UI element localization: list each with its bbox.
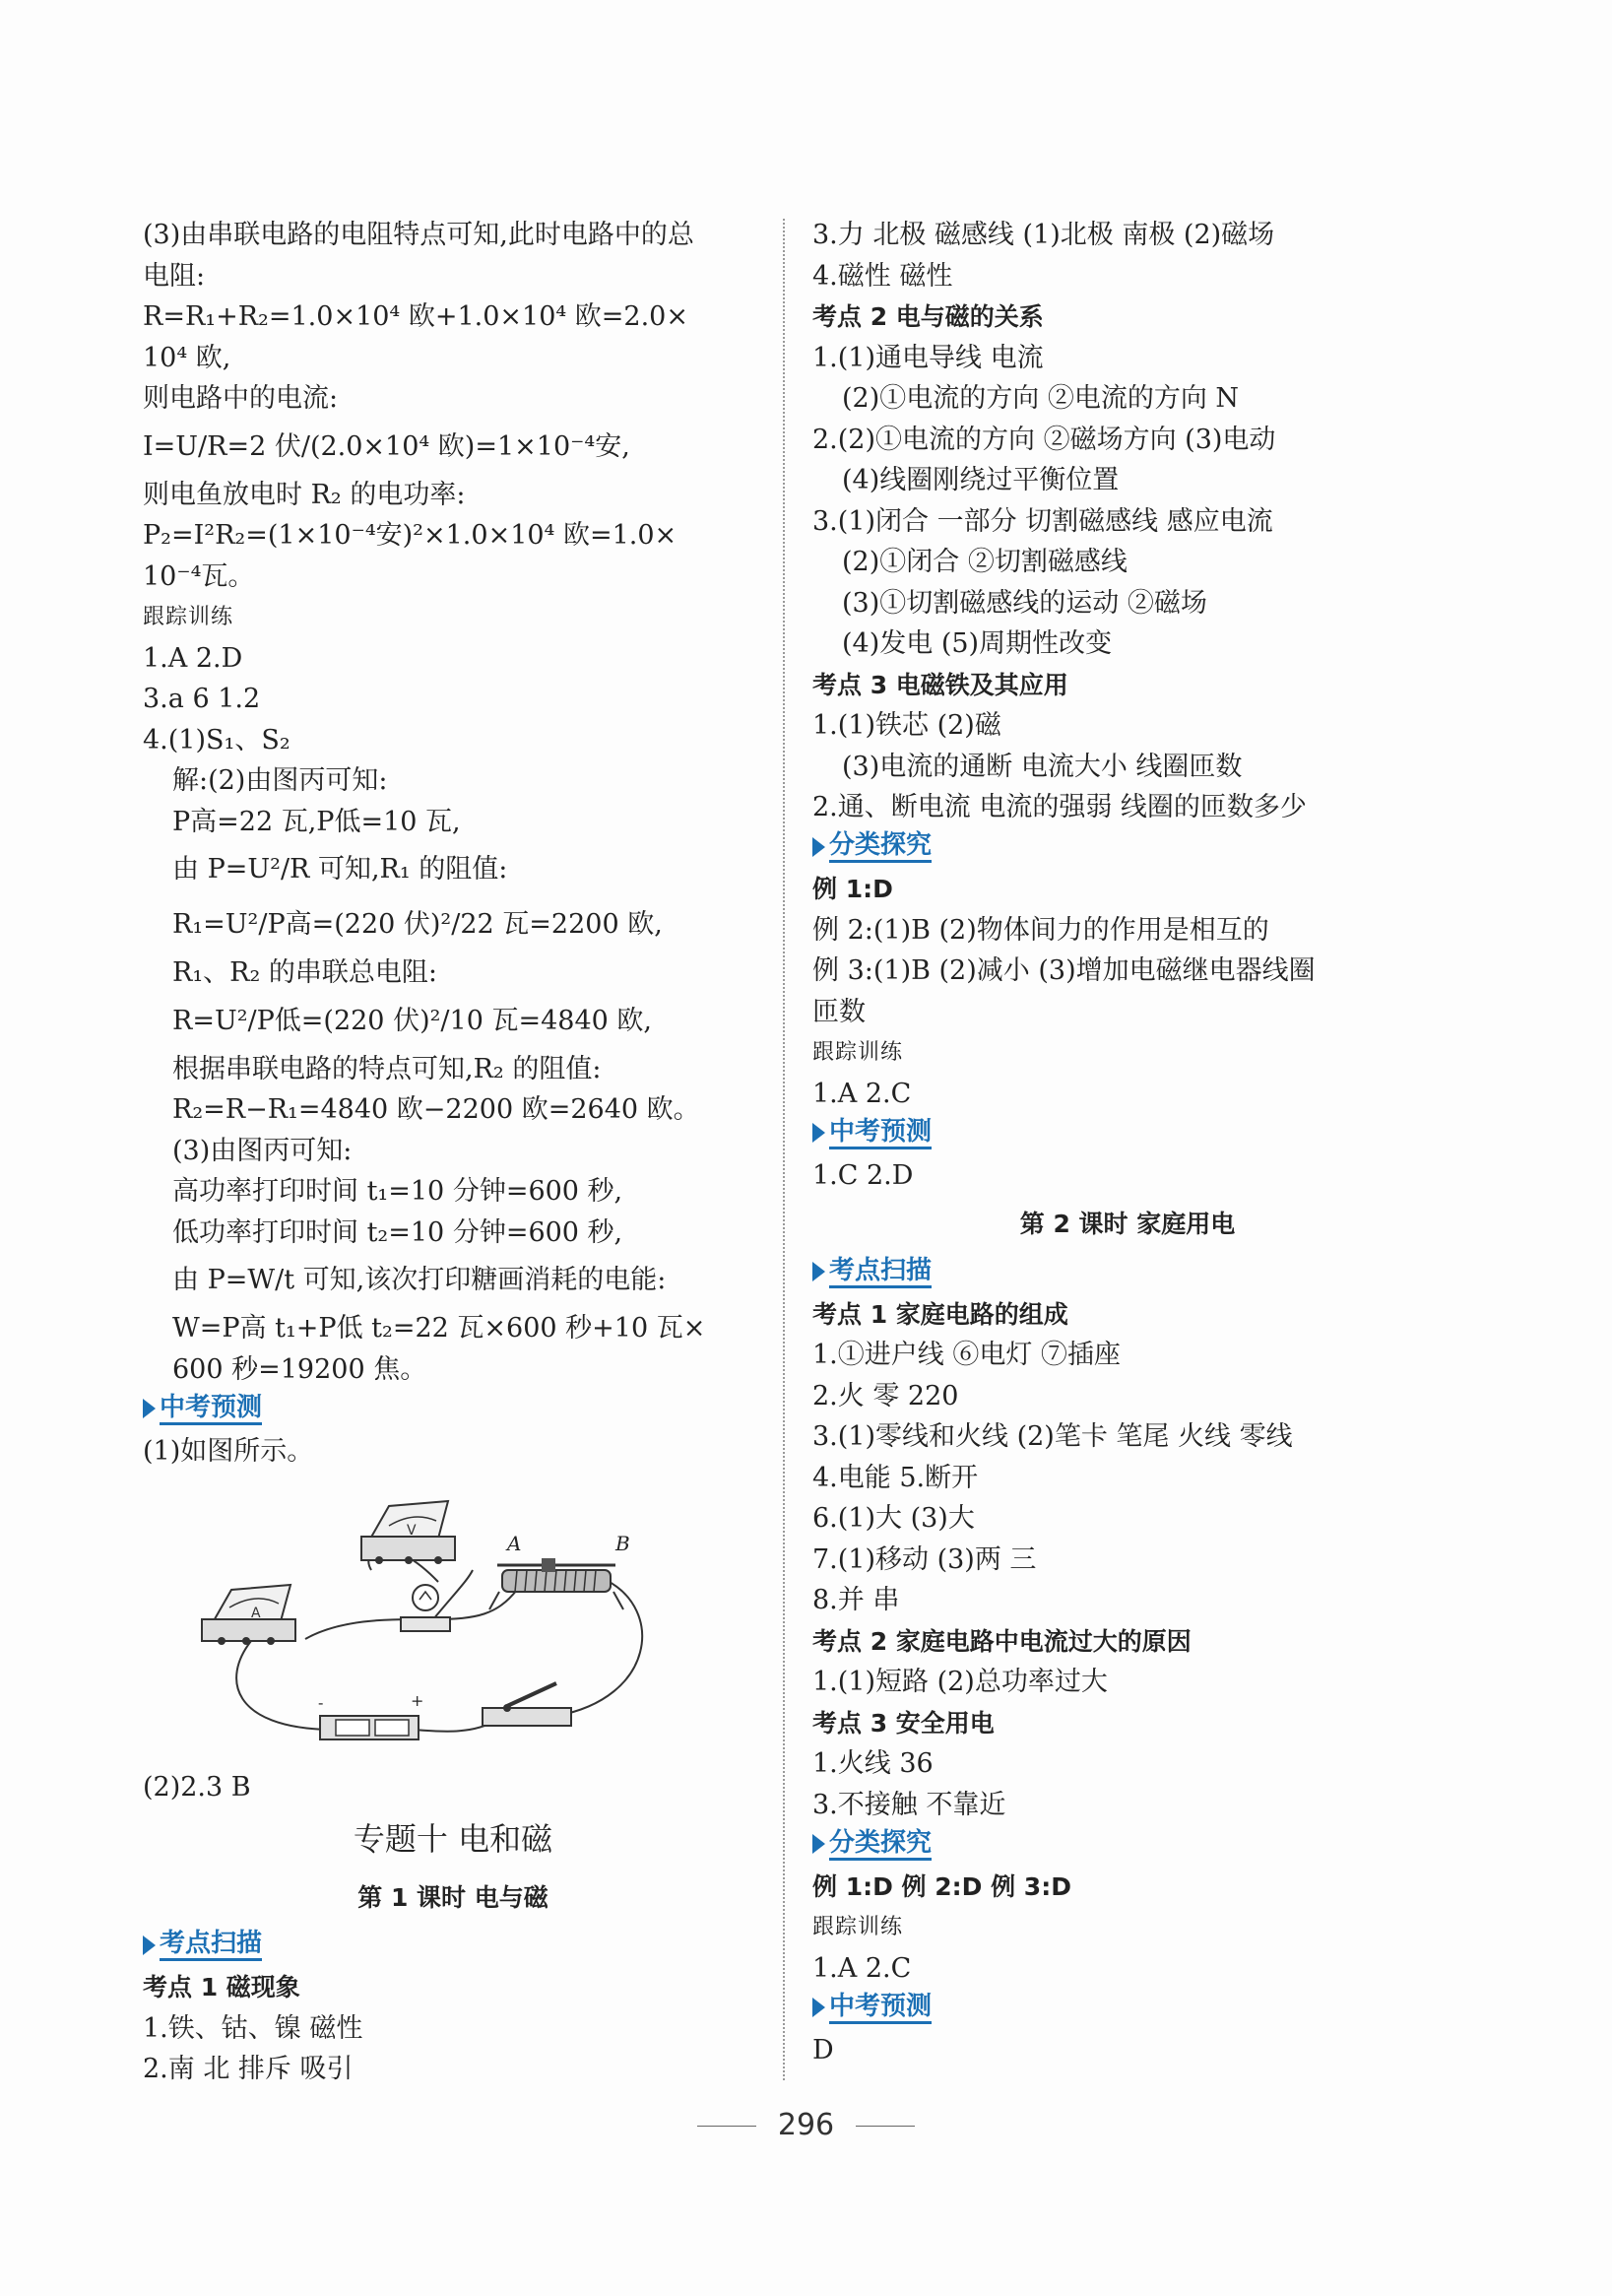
text-line: 7.(1)移动 (3)两 三 bbox=[812, 1543, 1037, 1575]
solution-line: 根据串联电路的特点可知,R₂ 的阻值: bbox=[172, 1053, 602, 1084]
text-line: (3)电流的通断 电流大小 线圈匝数 bbox=[842, 751, 1243, 782]
solution-line: 600 秒=19200 焦。 bbox=[172, 1353, 427, 1385]
page-number bbox=[0, 2108, 1612, 2142]
text-line: (2)①闭合 ②切割磁感线 bbox=[842, 547, 1128, 577]
text-line: 1.铁、钴、镍 磁性 bbox=[143, 2012, 363, 2044]
solution-line: W=P高 t₁+P低 t₂=22 瓦×600 秒+10 瓦× bbox=[172, 1313, 706, 1344]
explore-label: 分类探究 bbox=[829, 830, 932, 863]
text-line: 8.并 串 bbox=[812, 1585, 900, 1615]
example-line: 匝数 bbox=[812, 996, 866, 1027]
triangle-icon bbox=[812, 1998, 825, 2017]
triangle-icon bbox=[812, 1262, 825, 1281]
text-line: 3.(1)闭合 一部分 切割磁感线 感应电流 bbox=[812, 505, 1273, 537]
triangle-icon bbox=[143, 1935, 156, 1955]
text-line: 3.(1)零线和火线 (2)笔卡 笔尾 火线 零线 bbox=[812, 1421, 1293, 1452]
text-line: (2)①电流的方向 ②电流的方向 N bbox=[842, 383, 1240, 414]
forecast-label: 中考预测 bbox=[829, 1992, 932, 2024]
switch-icon bbox=[483, 1683, 571, 1726]
answer-line: 1.A 2.C bbox=[812, 1952, 912, 1984]
lesson-title: 第 1 课时 电与磁 bbox=[357, 1882, 548, 1912]
terminal-b-label: B bbox=[615, 1532, 630, 1555]
forecast-label: 中考预测 bbox=[160, 1393, 262, 1425]
text-line: P₂=I²R₂=(1×10⁻⁴安)²×1.0×10⁴ 欧=1.0× bbox=[143, 520, 677, 551]
text-line: 6.(1)大 (3)大 bbox=[812, 1503, 975, 1534]
page-number-text: 296 bbox=[777, 2108, 835, 2142]
ammeter-label: A bbox=[251, 1606, 261, 1621]
kp-title: 考点 2 家庭电路中电流过大的原因 bbox=[812, 1626, 1192, 1656]
text-line: 4.磁性 磁性 bbox=[812, 260, 953, 292]
scan-heading bbox=[143, 1927, 763, 1968]
solution-line: 高功率打印时间 t₁=10 分钟=600 秒, bbox=[172, 1176, 623, 1207]
kp-title: 考点 1 家庭电路的组成 bbox=[812, 1299, 1068, 1329]
solution-line: P高=22 瓦,P低=10 瓦, bbox=[172, 806, 461, 837]
text-line: 2.南 北 排斥 吸引 bbox=[143, 2054, 354, 2084]
text-line: 1.(1)短路 (2)总功率过大 bbox=[812, 1667, 1108, 1697]
forecast-heading bbox=[812, 1114, 1443, 1155]
solution-line: R₁=U²/P高=(220 伏)²/22 瓦=2200 欧, bbox=[172, 909, 663, 940]
forecast-heading bbox=[143, 1390, 763, 1431]
explore-heading bbox=[812, 828, 1443, 870]
kp-title: 考点 3 安全用电 bbox=[812, 1708, 995, 1738]
tracking-label: 跟踪训练 bbox=[812, 1040, 904, 1065]
example-line: 例 1:D bbox=[812, 875, 893, 903]
text-line: 10⁴ 欧, bbox=[143, 342, 231, 373]
answer-line: D bbox=[812, 2034, 834, 2066]
explore-label: 分类探究 bbox=[829, 1828, 932, 1861]
solution-line: R=U²/P低=(220 伏)²/10 瓦=4840 欧, bbox=[172, 1005, 652, 1036]
example-line: 例 2:(1)B (2)物体间力的作用是相互的 bbox=[812, 914, 1269, 946]
wire bbox=[433, 1570, 473, 1619]
solution-line: (3)由图丙可知: bbox=[172, 1135, 353, 1166]
answer-line: 1.A 2.D bbox=[143, 642, 243, 674]
text-line: 则电鱼放电时 R₂ 的电功率: bbox=[143, 479, 466, 510]
terminal-a-label: A bbox=[507, 1532, 522, 1555]
left-column bbox=[143, 215, 763, 2090]
forecast-label: 中考预测 bbox=[829, 1117, 932, 1149]
text-line: R=R₁+R₂=1.0×10⁴ 欧+1.0×10⁴ 欧=2.0× bbox=[143, 301, 688, 332]
right-column bbox=[812, 215, 1443, 2070]
scan-label: 考点扫描 bbox=[160, 1929, 262, 1961]
text-line: 3.力 北极 磁感线 (1)北极 南极 (2)磁场 bbox=[812, 220, 1275, 250]
text-line: (4)线圈刚绕过平衡位置 bbox=[842, 465, 1120, 495]
formula-line: I=U/R=2 伏/(2.0×10⁴ 欧)=1×10⁻⁴安, bbox=[143, 430, 630, 462]
answer-line: 3.a 6 1.2 bbox=[143, 684, 261, 714]
scan-label: 考点扫描 bbox=[829, 1256, 932, 1288]
tracking-label: 跟踪训练 bbox=[143, 605, 234, 629]
text-line: 2.火 零 220 bbox=[812, 1380, 959, 1411]
circuit-figure bbox=[143, 1472, 763, 1767]
text-line: 电阻: bbox=[143, 260, 206, 292]
text-line: (2)2.3 B bbox=[143, 1772, 251, 1803]
solution-line: R₁、R₂ 的串联总电阻: bbox=[172, 957, 437, 988]
tracking-label: 跟踪训练 bbox=[812, 1915, 904, 1939]
lesson-title: 第 2 课时 家庭用电 bbox=[1019, 1210, 1236, 1238]
solution-line: 由 P=W/t 可知,该次打印糖画消耗的电能: bbox=[172, 1265, 667, 1295]
forecast-heading bbox=[812, 1989, 1443, 2030]
plus-label: + bbox=[411, 1691, 424, 1710]
kp-title: 考点 1 磁现象 bbox=[143, 1973, 300, 2001]
triangle-icon bbox=[812, 837, 825, 857]
example-line: 例 1:D 例 2:D 例 3:D bbox=[812, 1871, 1071, 1901]
solution-line: 低功率打印时间 t₂=10 分钟=600 秒, bbox=[172, 1216, 623, 1248]
text-line: (3)由串联电路的电阻特点可知,此时电路中的总 bbox=[143, 220, 694, 250]
answer-line: 4.(1)S₁、S₂ bbox=[143, 724, 290, 755]
triangle-icon bbox=[143, 1399, 156, 1418]
ammeter-icon bbox=[202, 1585, 295, 1645]
scan-heading bbox=[812, 1253, 1443, 1294]
answer-line: 1.A 2.C bbox=[812, 1078, 912, 1109]
kp-title: 考点 2 电与磁的关系 bbox=[812, 302, 1044, 331]
solution-line: R₂=R−R₁=4840 欧−2200 欧=2640 欧。 bbox=[172, 1094, 700, 1125]
circuit-diagram bbox=[143, 1472, 763, 1767]
text-line: 2.通、断电流 电流的强弱 线圈的匝数多少 bbox=[812, 792, 1307, 822]
column-divider bbox=[783, 219, 785, 2080]
example-line: 例 3:(1)B (2)减小 (3)增加电磁继电器线圈 bbox=[812, 955, 1316, 986]
topic-title: 专题十 电和磁 bbox=[353, 1819, 553, 1858]
solution-line: 由 P=U²/R 可知,R₁ 的阻值: bbox=[172, 854, 508, 885]
solution-line: 解:(2)由图丙可知: bbox=[172, 765, 388, 796]
text-line: 3.不接触 不靠近 bbox=[812, 1789, 1006, 1820]
explore-heading bbox=[812, 1825, 1443, 1867]
kp-title: 考点 3 电磁铁及其应用 bbox=[812, 670, 1068, 699]
triangle-icon bbox=[812, 1123, 825, 1143]
text-line: 10⁻⁴瓦。 bbox=[143, 560, 255, 592]
voltmeter-label: V bbox=[407, 1523, 417, 1539]
text-line: 4.电能 5.断开 bbox=[812, 1462, 979, 1493]
minus-label: - bbox=[318, 1693, 324, 1712]
text-line: (4)发电 (5)周期性改变 bbox=[842, 628, 1113, 659]
battery-icon bbox=[318, 1691, 423, 1739]
text-line: (1)如图所示。 bbox=[143, 1435, 314, 1467]
text-line: 1.①进户线 ⑥电灯 ⑦插座 bbox=[812, 1340, 1121, 1370]
answer-line: 1.C 2.D bbox=[812, 1159, 914, 1191]
triangle-icon bbox=[812, 1834, 825, 1854]
text-line: (3)①切割磁感线的运动 ②磁场 bbox=[842, 587, 1207, 619]
text-line: 1.火线 36 bbox=[812, 1748, 934, 1779]
text-line: 则电路中的电流: bbox=[143, 383, 339, 414]
text-line: 1.(1)通电导线 电流 bbox=[812, 342, 1044, 373]
text-line: 2.(2)①电流的方向 ②磁场方向 (3)电动 bbox=[812, 424, 1276, 455]
voltmeter-icon bbox=[361, 1501, 455, 1564]
text-line: 1.(1)铁芯 (2)磁 bbox=[812, 710, 1001, 741]
